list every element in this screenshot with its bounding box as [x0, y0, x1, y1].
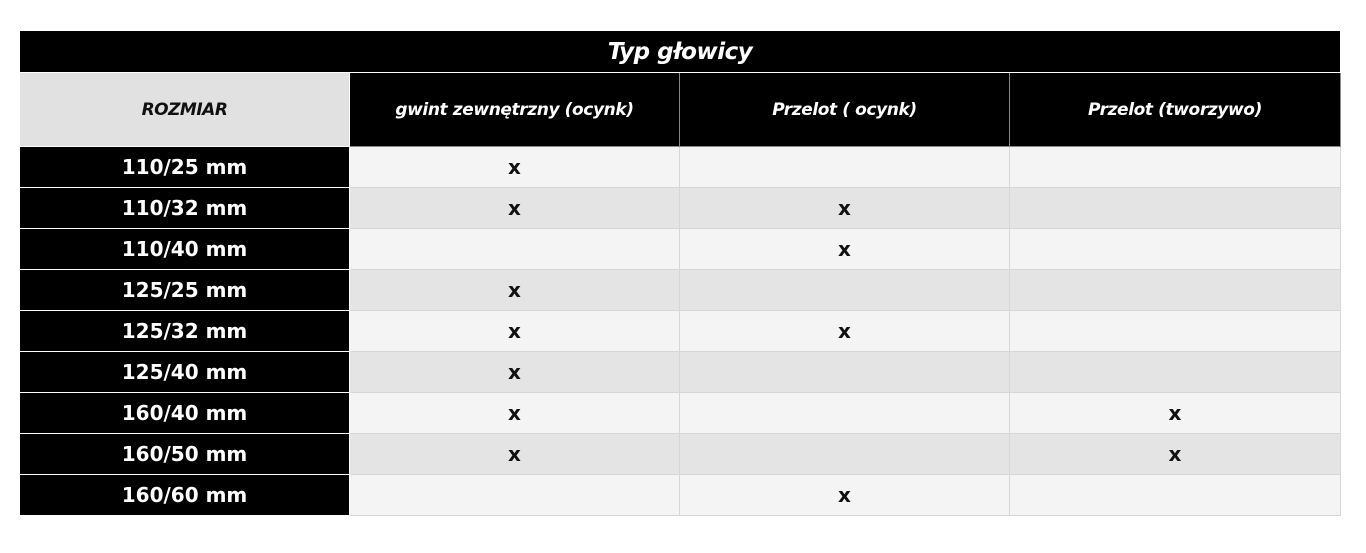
row-mark-cell: x: [1010, 393, 1341, 434]
table-row: [20, 147, 1341, 188]
row-size-label: 125/32 mm: [20, 311, 350, 352]
row-size-label: 160/40 mm: [20, 393, 350, 434]
row-mark-cell: x: [350, 352, 680, 393]
row-mark-cell: [1010, 311, 1341, 352]
row-mark-cell: [350, 475, 680, 516]
row-mark-cell: [350, 229, 680, 270]
row-mark-cell: x: [680, 311, 1010, 352]
row-mark-cell: [680, 393, 1010, 434]
row-mark-cell: x: [350, 434, 680, 475]
row-mark-cell: [680, 434, 1010, 475]
table-row: [20, 311, 1341, 352]
table-row: [20, 352, 1341, 393]
row-mark-cell: x: [1010, 434, 1341, 475]
head-type-table: [19, 30, 1341, 516]
column-header-external-thread: gwint zewnętrzny (ocynk): [350, 73, 680, 147]
row-size-label: 110/40 mm: [20, 229, 350, 270]
row-mark-cell: x: [680, 229, 1010, 270]
row-mark-cell: [1010, 147, 1341, 188]
row-mark-cell: x: [350, 311, 680, 352]
row-mark-cell: x: [680, 475, 1010, 516]
row-mark-cell: [680, 352, 1010, 393]
column-header-passthrough-plastic: Przelot (tworzywo): [1010, 73, 1341, 147]
row-size-label: 125/25 mm: [20, 270, 350, 311]
table-body: [20, 147, 1341, 516]
row-mark-cell: [1010, 229, 1341, 270]
row-mark-cell: x: [350, 147, 680, 188]
row-size-label: 125/40 mm: [20, 352, 350, 393]
row-size-label: 160/60 mm: [20, 475, 350, 516]
row-mark-cell: [1010, 352, 1341, 393]
row-size-label: 110/32 mm: [20, 188, 350, 229]
row-size-label: 110/25 mm: [20, 147, 350, 188]
head-type-table-container: [19, 30, 1340, 516]
row-size-label: 160/50 mm: [20, 434, 350, 475]
row-mark-cell: [1010, 270, 1341, 311]
table-row: [20, 434, 1341, 475]
row-mark-cell: x: [350, 270, 680, 311]
table-row: [20, 270, 1341, 311]
table-row: [20, 475, 1341, 516]
title-row: [20, 31, 1341, 73]
row-mark-cell: [680, 147, 1010, 188]
table-title: Typ głowicy: [20, 31, 1341, 73]
row-mark-cell: x: [680, 188, 1010, 229]
column-header-passthrough-zinc: Przelot ( ocynk): [680, 73, 1010, 147]
row-mark-cell: [1010, 475, 1341, 516]
row-mark-cell: x: [350, 188, 680, 229]
row-mark-cell: [680, 270, 1010, 311]
header-row: [20, 73, 1341, 147]
size-column-header: ROZMIAR: [20, 73, 350, 147]
table-row: [20, 188, 1341, 229]
table-row: [20, 393, 1341, 434]
row-mark-cell: x: [350, 393, 680, 434]
table-row: [20, 229, 1341, 270]
row-mark-cell: [1010, 188, 1341, 229]
